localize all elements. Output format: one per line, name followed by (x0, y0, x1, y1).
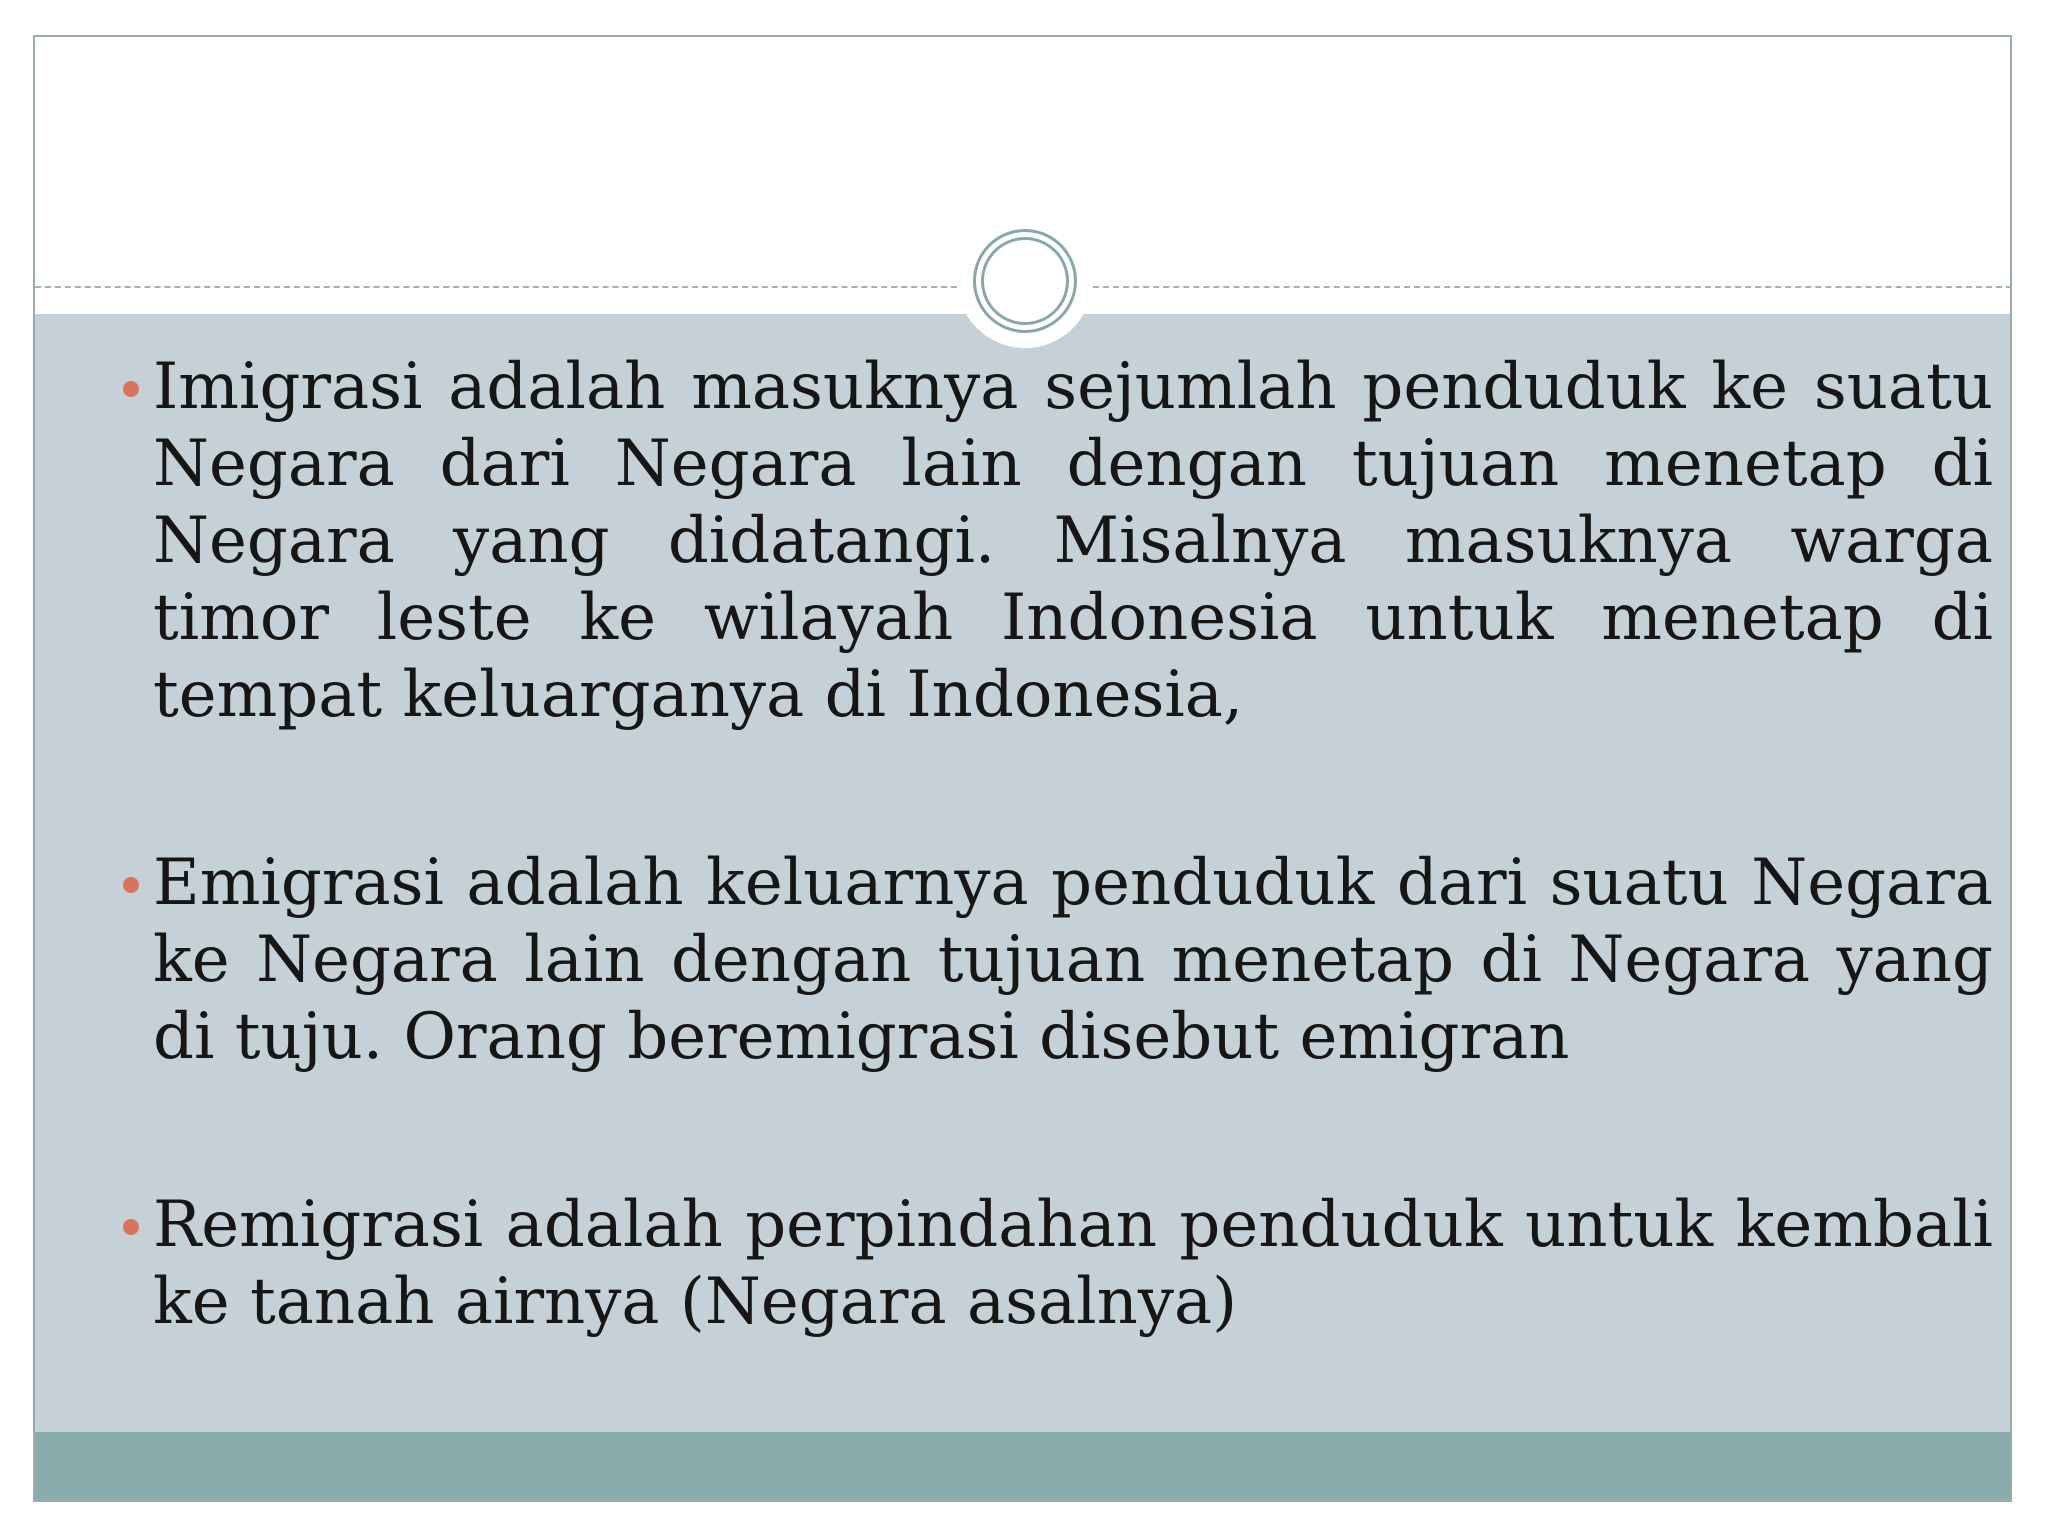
slide-footer-bar (35, 1432, 2010, 1502)
bullet-text: Imigrasi adalah masuknya sejumlah penduduk ke suatu Negara dari Negara lain dengan tujuan menetap di Negara yang didatangi. Misalnya masuknya warga timor leste ke wilayah Indonesia untuk menetap di tempat keluarganya di Indonesia, (153, 350, 1993, 732)
slide (33, 35, 2012, 1502)
header-divider-right (1093, 286, 2012, 288)
bullet-item-remigrasi (153, 1187, 1993, 1341)
bullet-dot-icon (123, 381, 139, 397)
bullet-text: Remigrasi adalah perpindahan penduduk untuk kembali ke tanah airnya (Negara asalnya) (153, 1188, 1993, 1339)
header-divider-left (35, 286, 957, 288)
bullet-text: Emigrasi adalah keluarnya penduduk dari suatu Negara ke Negara lain dengan tujuan menetap di Negara yang di tuju. Orang beremigrasi disebut emigran (153, 846, 1993, 1074)
bullet-dot-icon (123, 877, 139, 893)
double-circle-inner-ring (981, 237, 1069, 325)
bullet-item-imigrasi (153, 349, 1993, 734)
bullet-item-emigrasi (153, 845, 1993, 1076)
bullet-dot-icon (123, 1219, 139, 1235)
